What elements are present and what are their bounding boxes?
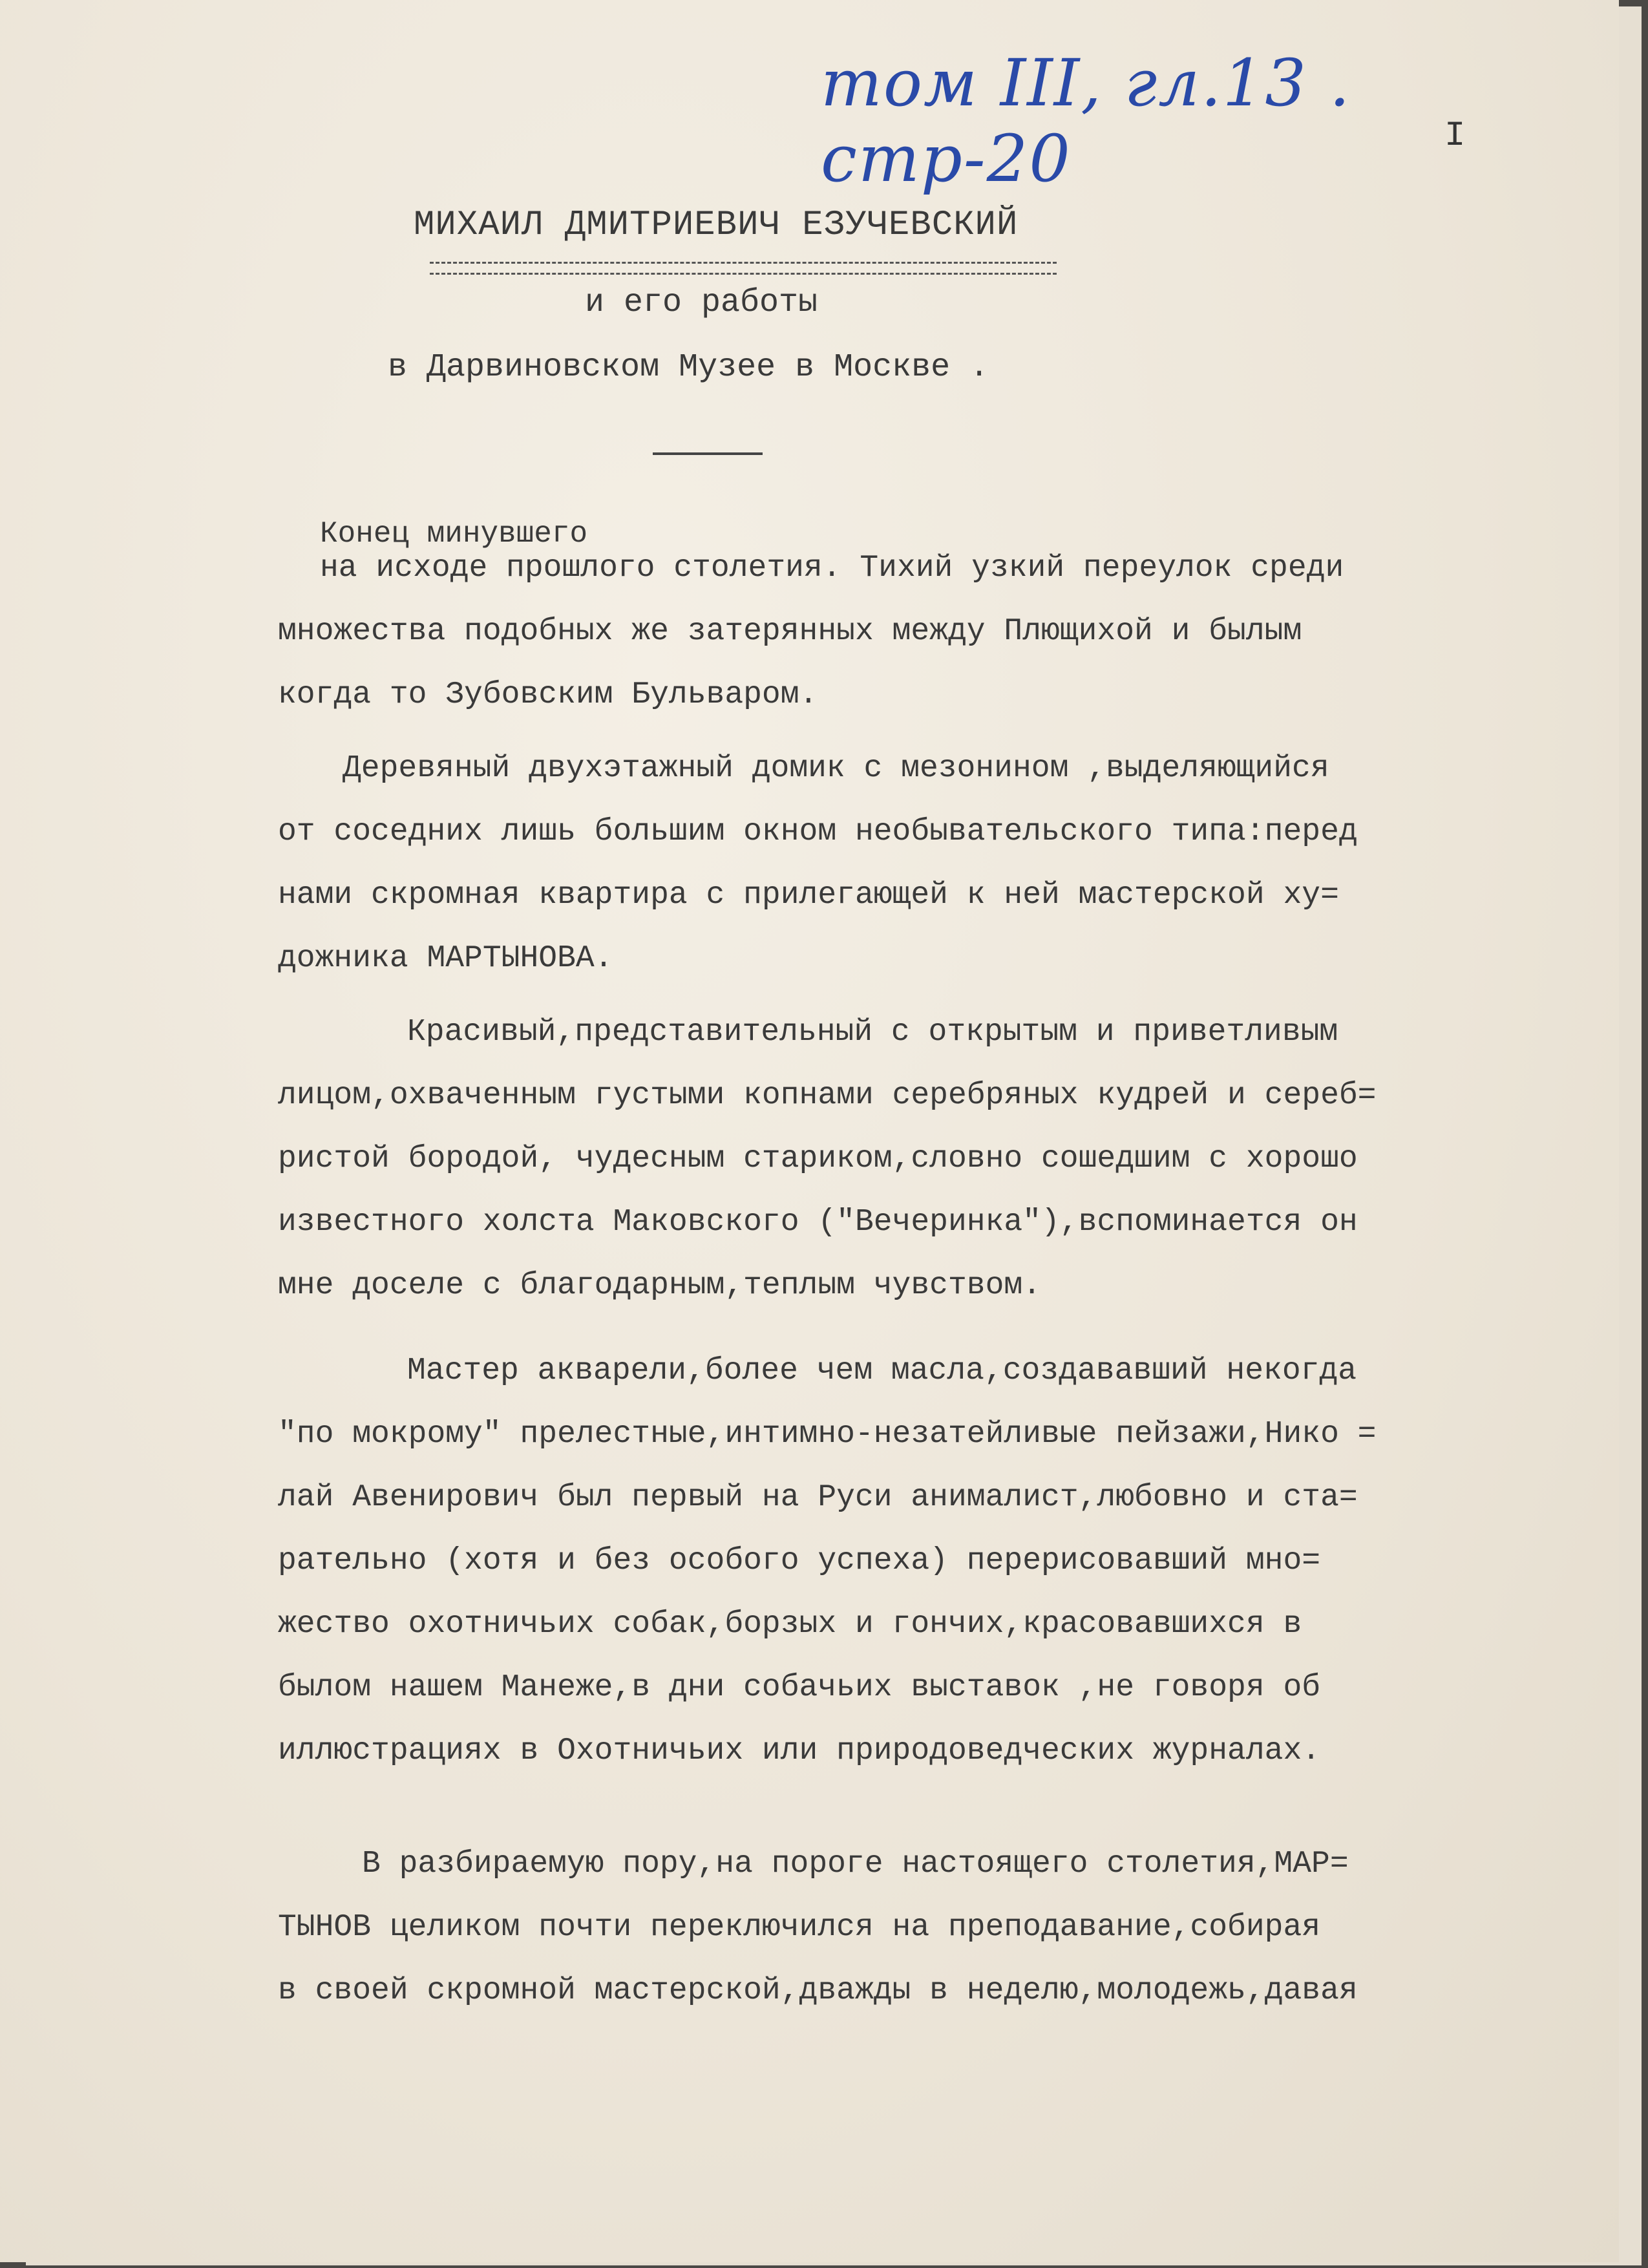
text-line: Мастер акварели,более чем масла,создававший некогда: [407, 1353, 1357, 1388]
typed-insertion: Конец минувшего: [320, 517, 588, 551]
text-line: лай Авенирович был первый на Руси анималист,любовно и ста=: [278, 1480, 1358, 1515]
text-line: "по мокрому" прелестные,интимно-незатейливые пейзажи,Нико =: [278, 1417, 1377, 1452]
text-line: известного холста Маковского ("Вечеринка"),вспоминается он: [278, 1205, 1358, 1240]
text-line: когда то Зубовским Бульваром.: [278, 677, 818, 712]
text-line: Деревяный двухэтажный домик с мезонином ,выделяющийся: [343, 751, 1329, 786]
text-line: Красивый,представительный с открытым и приветливым: [407, 1015, 1338, 1050]
text-line: дожника МАРТЫНОВА.: [278, 941, 613, 976]
text-line: В разбираемую пору,на пороге настоящего столетия,МАР=: [362, 1847, 1349, 1881]
text-line: множества подобных же затерянных между Плющихой и былым: [278, 614, 1302, 649]
text-line: мне доселе с благодарным,теплым чувством.: [278, 1268, 1041, 1303]
text-line: ристой бородой, чудесным стариком,словно сошедшим с хорошо: [278, 1141, 1358, 1176]
subtitle-line-1: и его работы: [585, 284, 818, 321]
text-line: на исходе прошлого столетия. Тихий узкий переулок среди: [320, 551, 1344, 586]
text-line: рательно (хотя и без особого успеха) перерисовавший мно=: [278, 1543, 1321, 1578]
text-line: жество охотничьих собак,борзых и гончих,красовавшихся в: [278, 1607, 1302, 1642]
text-line: в своей скромной мастерской,дважды в неделю,молодежь,давая: [278, 1973, 1358, 2008]
handwritten-annotation: том III, гл.13 . стр-20: [821, 45, 1351, 196]
text-line: от соседних лишь большим окном необывательского типа:перед: [278, 814, 1358, 849]
subtitle-line-2: в Дарвиновском Музее в Москве .: [388, 349, 989, 386]
title-underline: [430, 262, 1057, 275]
text-line: иллюстрациях в Охотничьих или природоведческих журналах.: [278, 1733, 1321, 1768]
page-number: I: [1444, 116, 1466, 156]
text-line: былом нашем Манеже,в дни собачьих выставок ,не говоря об: [278, 1670, 1321, 1705]
text-line: нами скромная квартира с прилегающей к ней мастерской ху=: [278, 878, 1339, 913]
text-line: ТЫНОВ целиком почти переключился на преподавание,собирая: [278, 1910, 1321, 1945]
text-line: лицом,охваченным густыми копнами серебряных кудрей и сереб=: [278, 1078, 1377, 1113]
document-title: МИХАИЛ ДМИТРИЕВИЧ ЕЗУЧЕВСКИЙ: [414, 206, 1019, 245]
section-divider: [653, 452, 763, 455]
